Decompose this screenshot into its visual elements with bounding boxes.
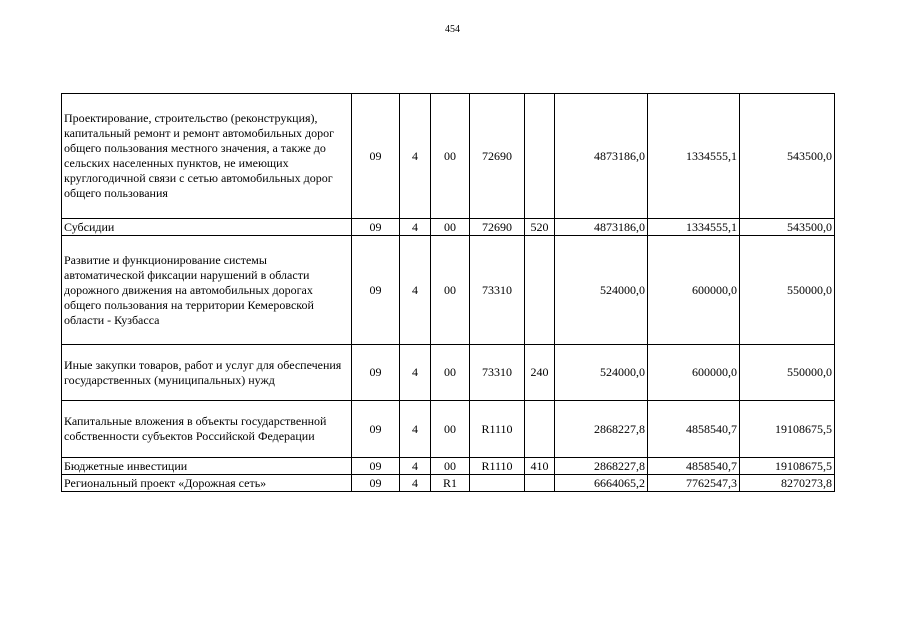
amount-year-3: 19108675,5	[740, 458, 835, 475]
amount-year-3: 8270273,8	[740, 475, 835, 492]
subsection-code: 4	[400, 458, 431, 475]
budget-table	[61, 93, 835, 492]
table-row	[62, 401, 835, 458]
program-code: 00	[431, 236, 470, 345]
section-code: 09	[352, 345, 400, 401]
article-code: 72690	[470, 219, 525, 236]
amount-year-1: 2868227,8	[555, 458, 648, 475]
subsection-code: 4	[400, 94, 431, 219]
section-code: 09	[352, 236, 400, 345]
amount-year-1: 4873186,0	[555, 94, 648, 219]
amount-year-2: 600000,0	[648, 236, 740, 345]
expense-type-code	[525, 401, 555, 458]
row-name: Региональный проект «Дорожная сеть»	[62, 475, 352, 492]
subsection-code: 4	[400, 219, 431, 236]
row-name: Бюджетные инвестиции	[62, 458, 352, 475]
program-code: 00	[431, 458, 470, 475]
table-row	[62, 345, 835, 401]
program-code: 00	[431, 219, 470, 236]
amount-year-2: 1334555,1	[648, 94, 740, 219]
table-row	[62, 219, 835, 236]
expense-type-code	[525, 94, 555, 219]
amount-year-1: 4873186,0	[555, 219, 648, 236]
amount-year-1: 524000,0	[555, 345, 648, 401]
amount-year-3: 550000,0	[740, 236, 835, 345]
amount-year-1: 524000,0	[555, 236, 648, 345]
amount-year-2: 600000,0	[648, 345, 740, 401]
amount-year-3: 543500,0	[740, 219, 835, 236]
program-code: 00	[431, 345, 470, 401]
section-code: 09	[352, 94, 400, 219]
expense-type-code: 520	[525, 219, 555, 236]
expense-type-code	[525, 475, 555, 492]
section-code: 09	[352, 401, 400, 458]
subsection-code: 4	[400, 475, 431, 492]
expense-type-code: 240	[525, 345, 555, 401]
page-number: 454	[445, 24, 460, 35]
table-row	[62, 475, 835, 492]
subsection-code: 4	[400, 236, 431, 345]
article-code: 72690	[470, 94, 525, 219]
section-code: 09	[352, 219, 400, 236]
program-code: 00	[431, 401, 470, 458]
amount-year-3: 543500,0	[740, 94, 835, 219]
amount-year-3: 550000,0	[740, 345, 835, 401]
amount-year-1: 2868227,8	[555, 401, 648, 458]
program-code: 00	[431, 94, 470, 219]
row-name: Проектирование, строительство (реконструкция), капитальный ремонт и ремонт автомобильных дорог общего пользования местного значения, а также до сельских населенных пунктов, не имеющих круглогодичной связи с сетью автомобильных дорог общего пользования	[62, 94, 352, 219]
amount-year-3: 19108675,5	[740, 401, 835, 458]
article-code	[470, 475, 525, 492]
amount-year-2: 1334555,1	[648, 219, 740, 236]
amount-year-2: 7762547,3	[648, 475, 740, 492]
table-row	[62, 458, 835, 475]
row-name: Иные закупки товаров, работ и услуг для обеспечения государственных (муниципальных) нужд	[62, 345, 352, 401]
expense-type-code: 410	[525, 458, 555, 475]
amount-year-2: 4858540,7	[648, 401, 740, 458]
row-name: Субсидии	[62, 219, 352, 236]
article-code: 73310	[470, 345, 525, 401]
row-name: Развитие и функционирование системы автоматической фиксации нарушений в области дорожного движения на автомобильных дорогах общего пользования на территории Кемеровской области - Кузбасса	[62, 236, 352, 345]
amount-year-1: 6664065,2	[555, 475, 648, 492]
table-row	[62, 94, 835, 219]
subsection-code: 4	[400, 401, 431, 458]
expense-type-code	[525, 236, 555, 345]
article-code: R1110	[470, 458, 525, 475]
subsection-code: 4	[400, 345, 431, 401]
section-code: 09	[352, 458, 400, 475]
table-row	[62, 236, 835, 345]
row-name: Капитальные вложения в объекты государственной собственности субъектов Российской Федерации	[62, 401, 352, 458]
section-code: 09	[352, 475, 400, 492]
article-code: R1110	[470, 401, 525, 458]
amount-year-2: 4858540,7	[648, 458, 740, 475]
program-code: R1	[431, 475, 470, 492]
article-code: 73310	[470, 236, 525, 345]
